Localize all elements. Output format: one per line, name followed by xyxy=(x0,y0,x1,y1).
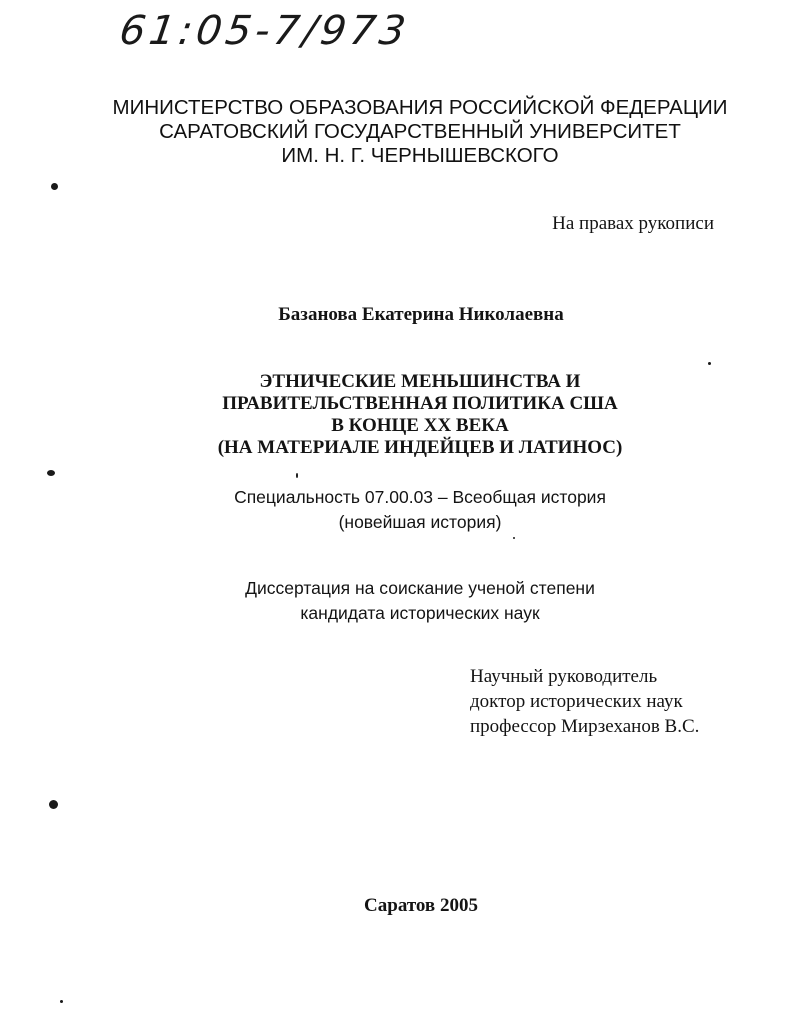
scan-speck xyxy=(60,1000,63,1003)
ministry-line: МИНИСТЕРСТВО ОБРАЗОВАНИЯ РОССИЙСКОЙ ФЕДЕРАЦИИ xyxy=(112,96,728,119)
specialty-line: Специальность 07.00.03 – Всеобщая история xyxy=(234,487,606,507)
archive-number-handwritten: 61:05-7/973 xyxy=(116,8,413,54)
title-line: ПРАВИТЕЛЬСТВЕННАЯ ПОЛИТИКА США xyxy=(222,393,618,414)
scan-speck xyxy=(513,537,515,539)
title-line: В КОНЦЕ XX ВЕКА xyxy=(331,415,509,436)
advisor-block xyxy=(470,664,699,739)
scan-speck xyxy=(296,473,298,478)
scan-speck xyxy=(47,470,55,476)
specialty-subline: (новейшая история) xyxy=(338,512,502,532)
institution-header xyxy=(100,96,740,168)
university-line: САРАТОВСКИЙ ГОСУДАРСТВЕННЫЙ УНИВЕРСИТЕТ xyxy=(159,120,681,143)
specialty-block xyxy=(100,485,740,535)
dissertation-title xyxy=(100,371,740,459)
author-name: Базанова Екатерина Николаевна xyxy=(278,304,564,325)
advisor-degree: доктор исторических наук xyxy=(470,691,683,712)
rights-note: На правах рукописи xyxy=(552,213,714,234)
degree-subline: кандидата исторических наук xyxy=(300,603,540,623)
advisor-name: профессор Мирзеханов В.С. xyxy=(470,716,700,737)
university-name-line: ИМ. Н. Г. ЧЕРНЫШЕВСКОГО xyxy=(281,144,559,167)
scan-speck xyxy=(51,183,58,190)
degree-block xyxy=(100,576,740,626)
degree-line: Диссертация на соискание ученой степени xyxy=(245,578,595,598)
advisor-role: Научный руководитель xyxy=(470,666,658,687)
title-line: (НА МАТЕРИАЛЕ ИНДЕЙЦЕВ И ЛАТИНОС) xyxy=(217,437,623,458)
title-line: ЭТНИЧЕСКИЕ МЕНЬШИНСТВА И xyxy=(259,371,581,392)
city-year: Саратов 2005 xyxy=(364,895,478,916)
scan-speck xyxy=(49,800,58,809)
scan-speck xyxy=(708,362,711,365)
